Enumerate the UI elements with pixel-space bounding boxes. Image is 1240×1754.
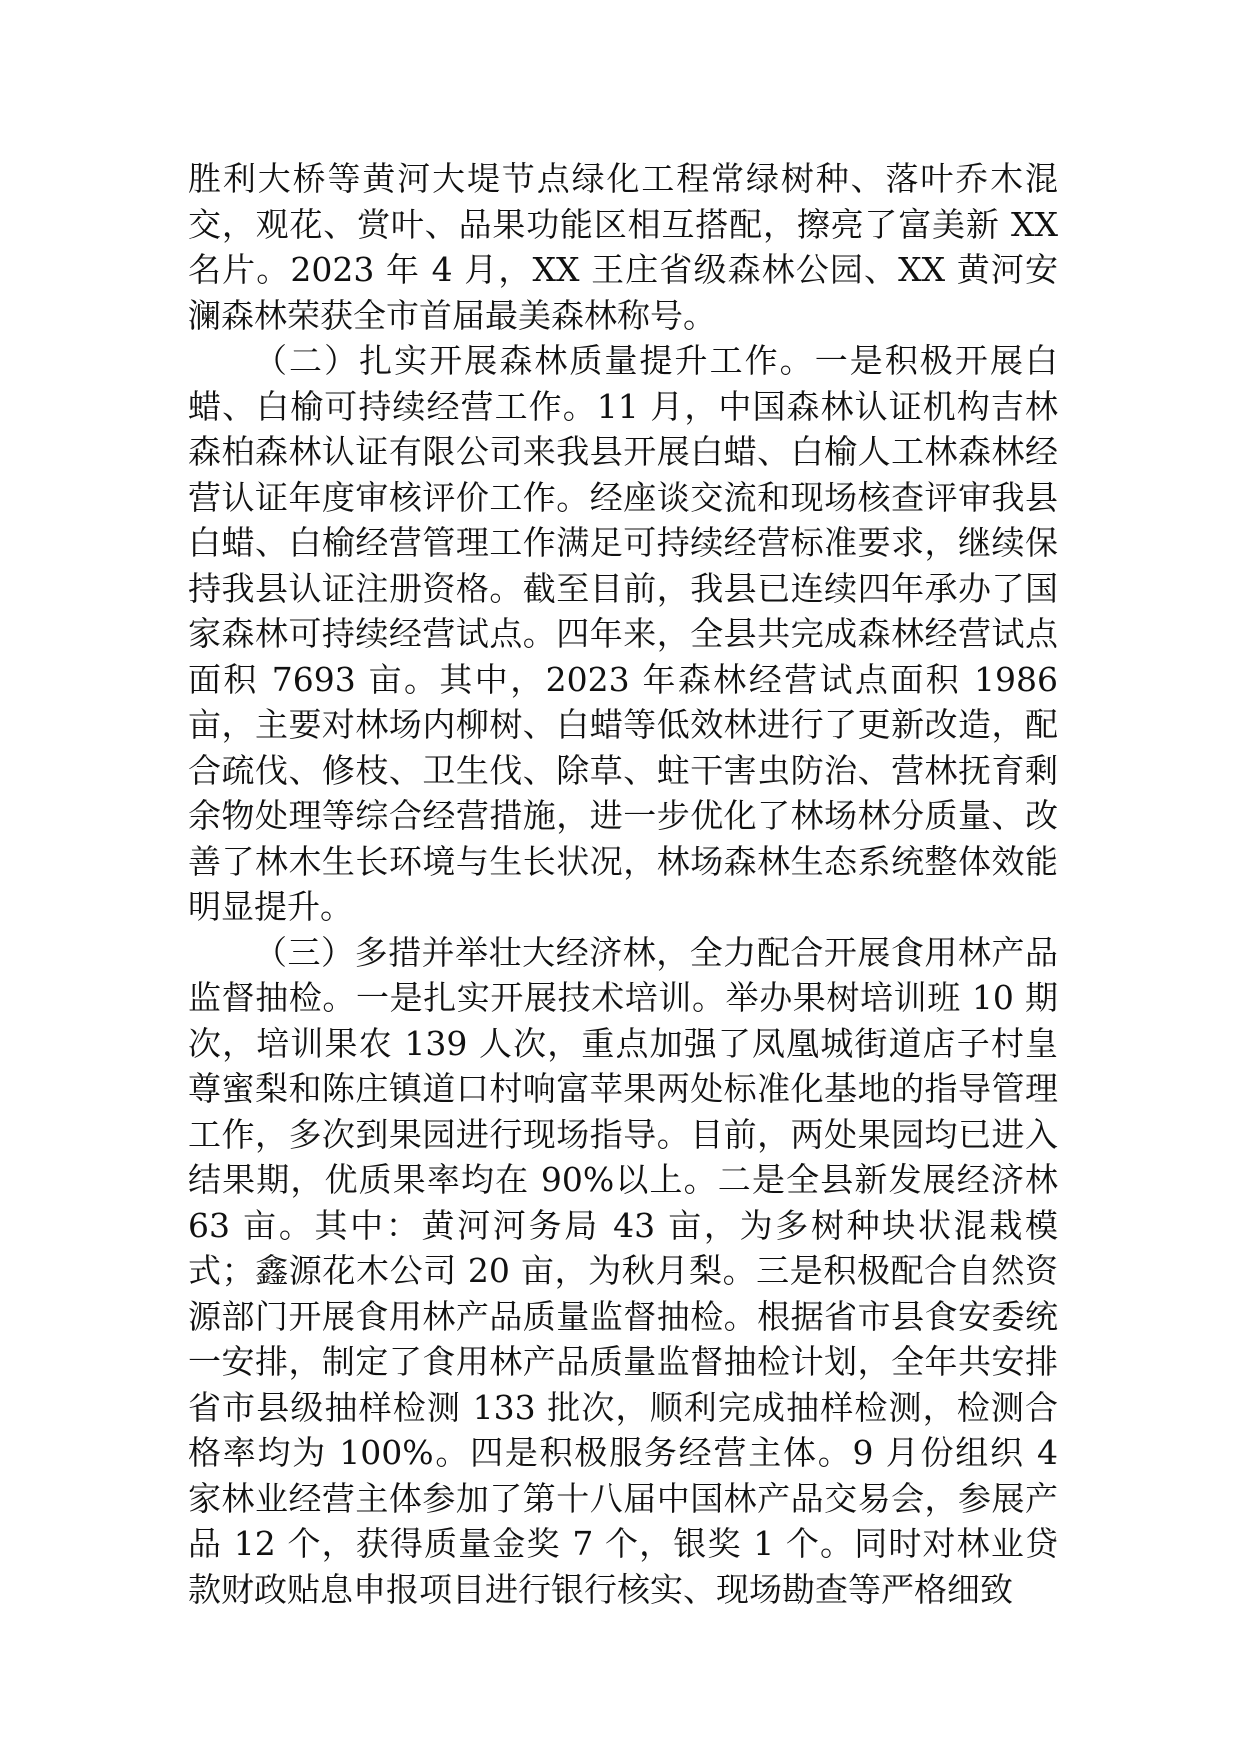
document-page [188, 156, 1058, 1612]
paragraph-forest-quality: （二）扎实开展森林质量提升工作。一是积极开展白蜡、白榆可持续经营工作。11 月，中国森林认证机构吉林森柏森林认证有限公司来我县开展白蜡、白榆人工林森林经营认证年度审核评价工作。经座谈交流和现场核查评审我县白蜡、白榆经营管理工作满足可持续经营标准要求，继续保持我县认证注册资格。截至目前，我县已连续四年承办了国家森林可持续经营试点。四年来，全县共完成森林经营试点面积 7693 亩。其中，2023 年森林经营试点面积 1986 亩，主要对林场内柳树、白蜡等低效林进行了更新改造，配合疏伐、修枝、卫生伐、除草、蛀干害虫防治、营林抚育剩余物处理等综合经营措施，进一步优化了林场林分质量、改善了林木生长环境与生长状况，林场森林生态系统整体效能明显提升。 [188, 341, 1058, 926]
paragraph-economic-forest: （三）多措并举壮大经济林，全力配合开展食用林产品监督抽检。一是扎实开展技术培训。举办果树培训班 10 期次，培训果农 139 人次，重点加强了凤凰城街道店子村皇尊蜜梨和陈庄镇道口村响富苹果两处标准化基地的指导管理工作，多次到果园进行现场指导。目前，两处果园均已进入结果期，优质果率均在 90%以上。二是全县新发展经济林 63 亩。其中：黄河河务局 43 亩，为多树种块状混栽模式；鑫源花木公司 20 亩，为秋月梨。三是积极配合自然资源部门开展食用林产品质量监督抽检。根据省市县食安委统一安排，制定了食用林产品质量监督抽检计划，全年共安排省市县级抽样检测 133 批次，顺利完成抽样检测，检测合格率均为 100%。四是积极服务经营主体。9 月份组织 4 家林业经营主体参加了第十八届中国林产品交易会，参展产品 12 个，获得质量金奖 7 个，银奖 1 个。同时对林业贷款财政贴息申报项目进行银行核实、现场勘查等严格细致 [188, 932, 1058, 1609]
paragraph-afforestation-summary: 胜利大桥等黄河大堤节点绿化工程常绿树种、落叶乔木混交，观花、赏叶、品果功能区相互搭配，擦亮了富美新 XX 名片。2023 年 4 月，XX 王庄省级森林公园、XX 黄河安澜森林荣获全市首届最美森林称号。 [188, 159, 1058, 335]
